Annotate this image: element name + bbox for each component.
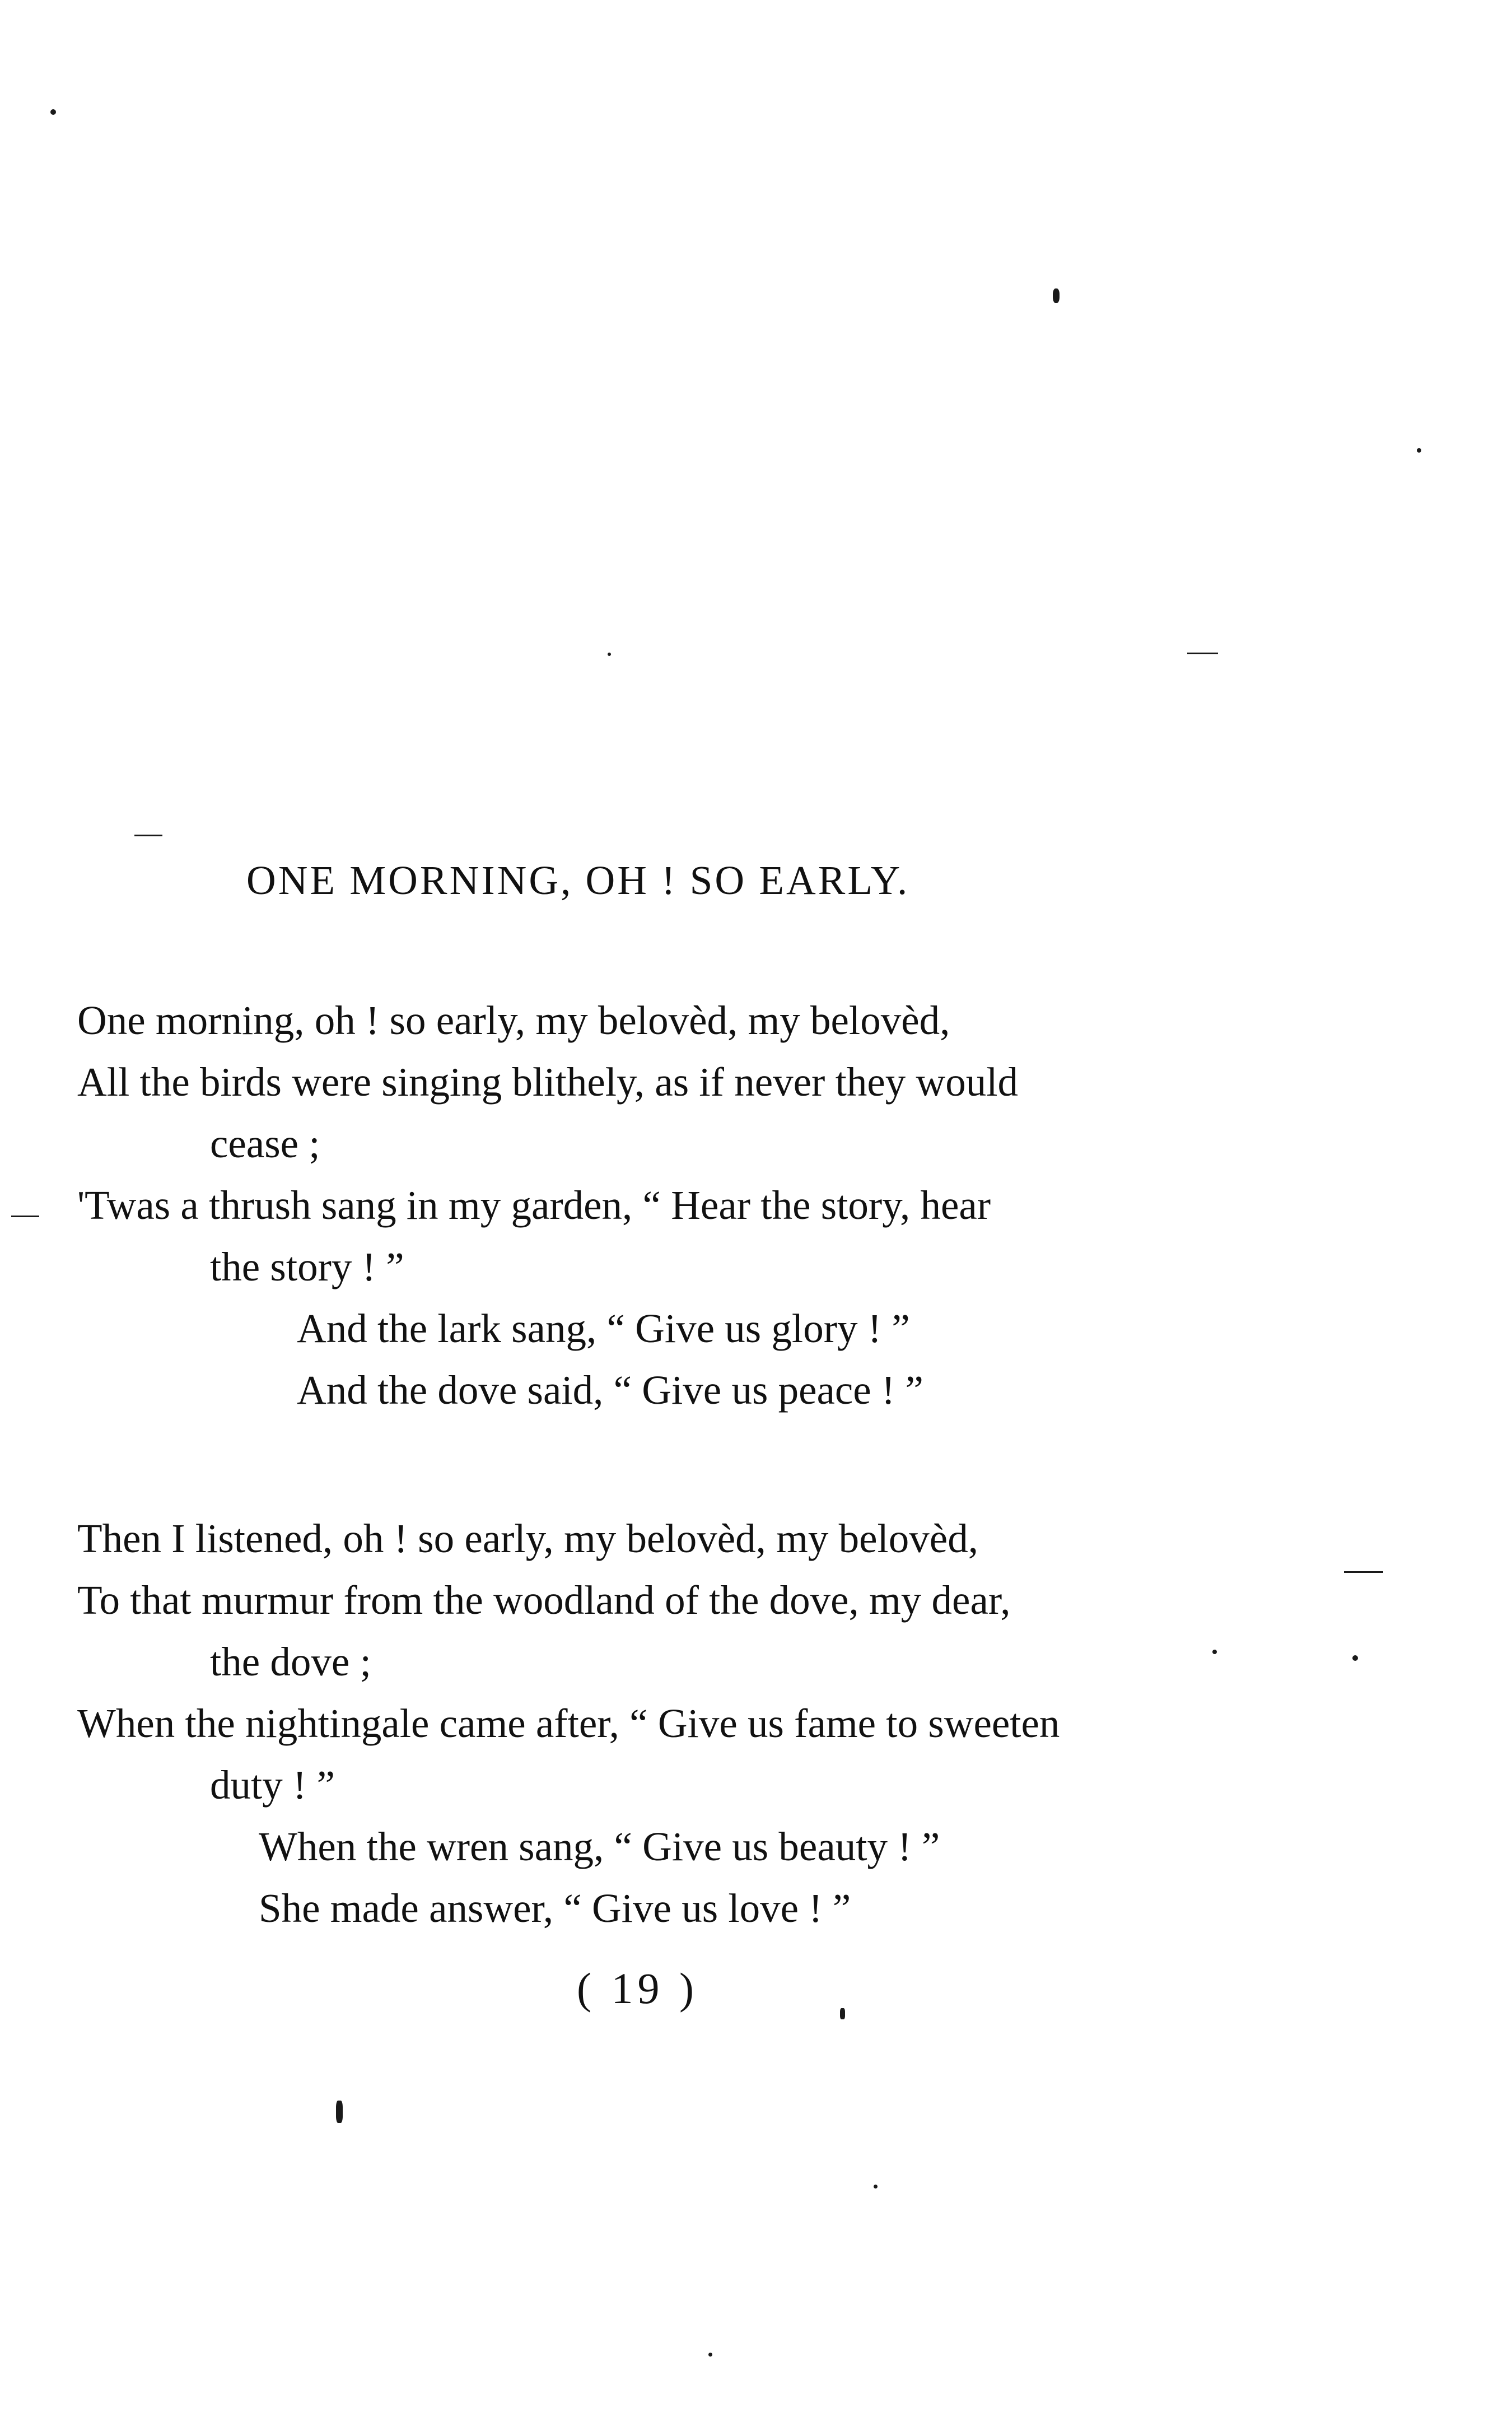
scan-speck [336, 2101, 343, 2123]
scan-speck [608, 653, 611, 656]
verse-line-refrain: And the dove said, “ Give us peace ! ” [297, 1367, 923, 1413]
verse-line-refrain: She made answer, “ Give us love ! ” [259, 1885, 851, 1931]
scan-mark [134, 835, 162, 836]
scan-speck [708, 2353, 712, 2357]
verse-line: When the nightingale came after, “ Give us fame to sweeten [77, 1701, 1060, 1746]
scan-mark [11, 1216, 39, 1217]
verse-line-continuation: the dove ; [210, 1639, 371, 1684]
scan-mark [1344, 1571, 1383, 1573]
verse-line: To that murmur from the woodland of the dove, my dear, [77, 1577, 1011, 1623]
verse-line-refrain: When the wren sang, “ Give us beauty ! ” [259, 1824, 940, 1869]
verse-line: All the birds were singing blithely, as if never they would [77, 1059, 1018, 1105]
page-number: ( 19 ) [577, 1964, 698, 2013]
scan-speck [1352, 1655, 1358, 1661]
verse-line-refrain: And the lark sang, “ Give us glory ! ” [297, 1306, 910, 1351]
verse-line-continuation: duty ! ” [210, 1762, 335, 1808]
scan-speck [50, 109, 56, 115]
verse-line-continuation: cease ; [210, 1121, 320, 1166]
scan-speck [840, 2008, 845, 2019]
scan-speck [874, 2185, 878, 2189]
scan-speck [1417, 448, 1421, 453]
poem-title: ONE MORNING, OH ! SO EARLY. [246, 858, 910, 903]
scan-speck [1212, 1650, 1217, 1654]
verse-line: Then I listened, oh ! so early, my belovèd, my belovèd, [77, 1516, 978, 1561]
scan-mark [1187, 653, 1218, 654]
verse-line: 'Twas a thrush sang in my garden, “ Hear the story, hear [77, 1182, 991, 1228]
verse-line: One morning, oh ! so early, my belovèd, my belovèd, [77, 998, 950, 1043]
verse-line-continuation: the story ! ” [210, 1244, 404, 1289]
scan-speck [1053, 288, 1060, 303]
